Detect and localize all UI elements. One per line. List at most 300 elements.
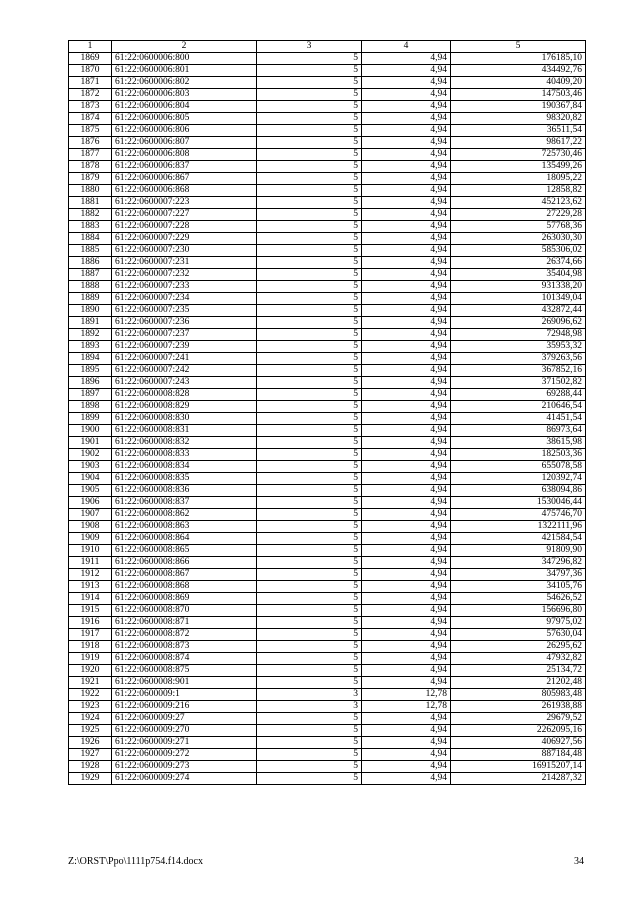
amount-cell: 25134,72 xyxy=(451,665,586,677)
table-row xyxy=(69,485,586,497)
table-row xyxy=(69,329,586,341)
amount-cell: 97975,02 xyxy=(451,617,586,629)
row-number-cell: 1903 xyxy=(69,461,112,473)
amount-cell: 35953,32 xyxy=(451,341,586,353)
group-cell: 5 xyxy=(257,605,362,617)
amount-cell: 475746,70 xyxy=(451,509,586,521)
rate-cell: 12,78 xyxy=(362,701,451,713)
cadastral-number-cell: 61:22:0600009:274 xyxy=(112,773,257,785)
row-number-cell: 1916 xyxy=(69,617,112,629)
group-cell: 5 xyxy=(257,509,362,521)
rate-cell: 4,94 xyxy=(362,713,451,725)
rate-cell: 4,94 xyxy=(362,593,451,605)
cadastral-number-cell: 61:22:0600008:872 xyxy=(112,629,257,641)
group-cell: 3 xyxy=(257,689,362,701)
amount-cell: 887184,48 xyxy=(451,749,586,761)
group-cell: 5 xyxy=(257,77,362,89)
row-number-cell: 1928 xyxy=(69,761,112,773)
cadastral-number-cell: 61:22:0600008:901 xyxy=(112,677,257,689)
table-header-row xyxy=(69,41,586,53)
cadastral-number-cell: 61:22:0600006:837 xyxy=(112,161,257,173)
table-row xyxy=(69,365,586,377)
cadastral-number-cell: 61:22:0600008:870 xyxy=(112,605,257,617)
rate-cell: 4,94 xyxy=(362,413,451,425)
cadastral-number-cell: 61:22:0600006:867 xyxy=(112,173,257,185)
group-cell: 5 xyxy=(257,353,362,365)
row-number-cell: 1904 xyxy=(69,473,112,485)
rate-cell: 4,94 xyxy=(362,545,451,557)
amount-cell: 34105,76 xyxy=(451,581,586,593)
table-row xyxy=(69,197,586,209)
row-number-cell: 1869 xyxy=(69,53,112,65)
rate-cell: 4,94 xyxy=(362,581,451,593)
cadastral-number-cell: 61:22:0600009:270 xyxy=(112,725,257,737)
row-number-cell: 1892 xyxy=(69,329,112,341)
group-cell: 5 xyxy=(257,533,362,545)
table-row xyxy=(69,653,586,665)
row-number-cell: 1929 xyxy=(69,773,112,785)
table-body xyxy=(69,53,586,785)
cadastral-number-cell: 61:22:0600008:864 xyxy=(112,533,257,545)
rate-cell: 4,94 xyxy=(362,245,451,257)
group-cell: 5 xyxy=(257,497,362,509)
cadastral-number-cell: 61:22:0600009:271 xyxy=(112,737,257,749)
amount-cell: 98320,82 xyxy=(451,113,586,125)
group-cell: 5 xyxy=(257,425,362,437)
cadastral-number-cell: 61:22:0600008:862 xyxy=(112,509,257,521)
table-row xyxy=(69,305,586,317)
amount-cell: 120392,74 xyxy=(451,473,586,485)
amount-cell: 371502,82 xyxy=(451,377,586,389)
row-number-cell: 1925 xyxy=(69,725,112,737)
cadastral-number-cell: 61:22:0600008:875 xyxy=(112,665,257,677)
row-number-cell: 1888 xyxy=(69,281,112,293)
rate-cell: 4,94 xyxy=(362,353,451,365)
amount-cell: 27229,28 xyxy=(451,209,586,221)
table-row xyxy=(69,677,586,689)
amount-cell: 2262095,16 xyxy=(451,725,586,737)
row-number-cell: 1879 xyxy=(69,173,112,185)
row-number-cell: 1923 xyxy=(69,701,112,713)
rate-cell: 4,94 xyxy=(362,341,451,353)
row-number-cell: 1907 xyxy=(69,509,112,521)
row-number-cell: 1885 xyxy=(69,245,112,257)
row-number-cell: 1902 xyxy=(69,449,112,461)
table-row xyxy=(69,221,586,233)
amount-cell: 18095,22 xyxy=(451,173,586,185)
table-row xyxy=(69,317,586,329)
table-row xyxy=(69,425,586,437)
amount-cell: 38615,98 xyxy=(451,437,586,449)
table-row xyxy=(69,353,586,365)
cadastral-number-cell: 61:22:0600006:808 xyxy=(112,149,257,161)
table-row xyxy=(69,593,586,605)
group-cell: 5 xyxy=(257,365,362,377)
table-row xyxy=(69,341,586,353)
table-row xyxy=(69,689,586,701)
column-header-5: 5 xyxy=(451,41,586,53)
row-number-cell: 1917 xyxy=(69,629,112,641)
amount-cell: 26295,62 xyxy=(451,641,586,653)
row-number-cell: 1875 xyxy=(69,125,112,137)
amount-cell: 214287,32 xyxy=(451,773,586,785)
rate-cell: 4,94 xyxy=(362,185,451,197)
group-cell: 5 xyxy=(257,317,362,329)
amount-cell: 57630,04 xyxy=(451,629,586,641)
cadastral-number-cell: 61:22:0600007:243 xyxy=(112,377,257,389)
amount-cell: 156696,80 xyxy=(451,605,586,617)
data-table xyxy=(68,40,586,785)
table-row xyxy=(69,245,586,257)
cadastral-number-cell: 61:22:0600006:807 xyxy=(112,137,257,149)
group-cell: 5 xyxy=(257,257,362,269)
group-cell: 5 xyxy=(257,377,362,389)
amount-cell: 41451,54 xyxy=(451,413,586,425)
row-number-cell: 1891 xyxy=(69,317,112,329)
amount-cell: 725730,46 xyxy=(451,149,586,161)
row-number-cell: 1900 xyxy=(69,425,112,437)
cadastral-number-cell: 61:22:0600009:272 xyxy=(112,749,257,761)
rate-cell: 4,94 xyxy=(362,605,451,617)
amount-cell: 263030,30 xyxy=(451,233,586,245)
row-number-cell: 1918 xyxy=(69,641,112,653)
group-cell: 5 xyxy=(257,341,362,353)
table-row xyxy=(69,125,586,137)
cadastral-number-cell: 61:22:0600008:832 xyxy=(112,437,257,449)
page-number: 34 xyxy=(574,856,584,867)
amount-cell: 21202,48 xyxy=(451,677,586,689)
row-number-cell: 1882 xyxy=(69,209,112,221)
table-row xyxy=(69,557,586,569)
amount-cell: 98617,22 xyxy=(451,137,586,149)
amount-cell: 452123,62 xyxy=(451,197,586,209)
group-cell: 5 xyxy=(257,713,362,725)
group-cell: 5 xyxy=(257,761,362,773)
row-number-cell: 1910 xyxy=(69,545,112,557)
table-row xyxy=(69,53,586,65)
cadastral-number-cell: 61:22:0600007:236 xyxy=(112,317,257,329)
cadastral-number-cell: 61:22:0600006:804 xyxy=(112,101,257,113)
table-row xyxy=(69,713,586,725)
amount-cell: 367852,16 xyxy=(451,365,586,377)
table-row xyxy=(69,461,586,473)
group-cell: 5 xyxy=(257,665,362,677)
table-row xyxy=(69,257,586,269)
rate-cell: 4,94 xyxy=(362,209,451,221)
table-row xyxy=(69,113,586,125)
cadastral-number-cell: 61:22:0600006:802 xyxy=(112,77,257,89)
cadastral-number-cell: 61:22:0600006:868 xyxy=(112,185,257,197)
row-number-cell: 1884 xyxy=(69,233,112,245)
table-row xyxy=(69,401,586,413)
amount-cell: 182503,36 xyxy=(451,449,586,461)
cadastral-number-cell: 61:22:0600008:828 xyxy=(112,389,257,401)
amount-cell: 1322111,96 xyxy=(451,521,586,533)
rate-cell: 4,94 xyxy=(362,305,451,317)
group-cell: 5 xyxy=(257,473,362,485)
amount-cell: 54626,52 xyxy=(451,593,586,605)
row-number-cell: 1912 xyxy=(69,569,112,581)
group-cell: 5 xyxy=(257,53,362,65)
rate-cell: 4,94 xyxy=(362,437,451,449)
amount-cell: 26374,66 xyxy=(451,257,586,269)
group-cell: 5 xyxy=(257,233,362,245)
group-cell: 3 xyxy=(257,701,362,713)
group-cell: 5 xyxy=(257,725,362,737)
row-number-cell: 1922 xyxy=(69,689,112,701)
row-number-cell: 1906 xyxy=(69,497,112,509)
row-number-cell: 1920 xyxy=(69,665,112,677)
amount-cell: 269096,62 xyxy=(451,317,586,329)
cadastral-number-cell: 61:22:0600008:835 xyxy=(112,473,257,485)
row-number-cell: 1890 xyxy=(69,305,112,317)
table-row xyxy=(69,65,586,77)
cadastral-number-cell: 61:22:0600007:223 xyxy=(112,197,257,209)
group-cell: 5 xyxy=(257,269,362,281)
rate-cell: 4,94 xyxy=(362,425,451,437)
row-number-cell: 1911 xyxy=(69,557,112,569)
cadastral-number-cell: 61:22:0600007:239 xyxy=(112,341,257,353)
amount-cell: 190367,84 xyxy=(451,101,586,113)
table-row xyxy=(69,413,586,425)
rate-cell: 4,94 xyxy=(362,569,451,581)
cadastral-number-cell: 61:22:0600007:228 xyxy=(112,221,257,233)
row-number-cell: 1908 xyxy=(69,521,112,533)
group-cell: 5 xyxy=(257,569,362,581)
row-number-cell: 1871 xyxy=(69,77,112,89)
rate-cell: 4,94 xyxy=(362,113,451,125)
rate-cell: 4,94 xyxy=(362,521,451,533)
table-row xyxy=(69,725,586,737)
cadastral-number-cell: 61:22:0600007:230 xyxy=(112,245,257,257)
amount-cell: 47932,82 xyxy=(451,653,586,665)
cadastral-number-cell: 61:22:0600008:863 xyxy=(112,521,257,533)
group-cell: 5 xyxy=(257,113,362,125)
rate-cell: 4,94 xyxy=(362,149,451,161)
group-cell: 5 xyxy=(257,449,362,461)
amount-cell: 101349,04 xyxy=(451,293,586,305)
cadastral-number-cell: 61:22:0600008:829 xyxy=(112,401,257,413)
cadastral-number-cell: 61:22:0600007:231 xyxy=(112,257,257,269)
rate-cell: 4,94 xyxy=(362,749,451,761)
row-number-cell: 1927 xyxy=(69,749,112,761)
table-row xyxy=(69,521,586,533)
row-number-cell: 1926 xyxy=(69,737,112,749)
amount-cell: 91809,90 xyxy=(451,545,586,557)
group-cell: 5 xyxy=(257,161,362,173)
table-row xyxy=(69,617,586,629)
rate-cell: 4,94 xyxy=(362,77,451,89)
group-cell: 5 xyxy=(257,545,362,557)
group-cell: 5 xyxy=(257,221,362,233)
amount-cell: 347296,82 xyxy=(451,557,586,569)
rate-cell: 4,94 xyxy=(362,89,451,101)
rate-cell: 4,94 xyxy=(362,449,451,461)
cadastral-number-cell: 61:22:0600006:806 xyxy=(112,125,257,137)
cadastral-number-cell: 61:22:0600009:216 xyxy=(112,701,257,713)
group-cell: 5 xyxy=(257,281,362,293)
table-row xyxy=(69,773,586,785)
amount-cell: 86973,64 xyxy=(451,425,586,437)
amount-cell: 57768,36 xyxy=(451,221,586,233)
cadastral-number-cell: 61:22:0600007:232 xyxy=(112,269,257,281)
cadastral-number-cell: 61:22:0600008:830 xyxy=(112,413,257,425)
amount-cell: 135499,26 xyxy=(451,161,586,173)
group-cell: 5 xyxy=(257,749,362,761)
amount-cell: 1530046,44 xyxy=(451,497,586,509)
rate-cell: 4,94 xyxy=(362,221,451,233)
rate-cell: 4,94 xyxy=(362,737,451,749)
rate-cell: 4,94 xyxy=(362,533,451,545)
group-cell: 5 xyxy=(257,641,362,653)
table-row xyxy=(69,569,586,581)
amount-cell: 261938,88 xyxy=(451,701,586,713)
cadastral-number-cell: 61:22:0600008:874 xyxy=(112,653,257,665)
rate-cell: 4,94 xyxy=(362,557,451,569)
table-row xyxy=(69,173,586,185)
table-row xyxy=(69,641,586,653)
table-row xyxy=(69,761,586,773)
rate-cell: 4,94 xyxy=(362,233,451,245)
cadastral-number-cell: 61:22:0600008:834 xyxy=(112,461,257,473)
table-row xyxy=(69,377,586,389)
group-cell: 5 xyxy=(257,593,362,605)
group-cell: 5 xyxy=(257,185,362,197)
amount-cell: 34797,36 xyxy=(451,569,586,581)
group-cell: 5 xyxy=(257,305,362,317)
rate-cell: 4,94 xyxy=(362,677,451,689)
amount-cell: 931338,20 xyxy=(451,281,586,293)
group-cell: 5 xyxy=(257,557,362,569)
rate-cell: 4,94 xyxy=(362,317,451,329)
rate-cell: 4,94 xyxy=(362,329,451,341)
table-row xyxy=(69,161,586,173)
amount-cell: 379263,56 xyxy=(451,353,586,365)
amount-cell: 36511,54 xyxy=(451,125,586,137)
row-number-cell: 1914 xyxy=(69,593,112,605)
cadastral-number-cell: 61:22:0600008:867 xyxy=(112,569,257,581)
table-row xyxy=(69,581,586,593)
table-row xyxy=(69,629,586,641)
table-row xyxy=(69,101,586,113)
table-row xyxy=(69,77,586,89)
cadastral-number-cell: 61:22:0600009:27 xyxy=(112,713,257,725)
row-number-cell: 1893 xyxy=(69,341,112,353)
rate-cell: 4,94 xyxy=(362,53,451,65)
rate-cell: 4,94 xyxy=(362,281,451,293)
amount-cell: 40409,20 xyxy=(451,77,586,89)
group-cell: 5 xyxy=(257,401,362,413)
column-header-1: 1 xyxy=(69,41,112,53)
rate-cell: 4,94 xyxy=(362,173,451,185)
rate-cell: 4,94 xyxy=(362,509,451,521)
row-number-cell: 1915 xyxy=(69,605,112,617)
group-cell: 5 xyxy=(257,581,362,593)
table-row xyxy=(69,665,586,677)
cadastral-number-cell: 61:22:0600007:237 xyxy=(112,329,257,341)
cadastral-number-cell: 61:22:0600006:805 xyxy=(112,113,257,125)
rate-cell: 4,94 xyxy=(362,125,451,137)
rate-cell: 4,94 xyxy=(362,461,451,473)
table-row xyxy=(69,137,586,149)
table-row xyxy=(69,281,586,293)
rate-cell: 4,94 xyxy=(362,773,451,785)
group-cell: 5 xyxy=(257,89,362,101)
group-cell: 5 xyxy=(257,173,362,185)
rate-cell: 4,94 xyxy=(362,377,451,389)
rate-cell: 4,94 xyxy=(362,653,451,665)
row-number-cell: 1870 xyxy=(69,65,112,77)
cadastral-number-cell: 61:22:0600008:865 xyxy=(112,545,257,557)
row-number-cell: 1919 xyxy=(69,653,112,665)
amount-cell: 638094,86 xyxy=(451,485,586,497)
amount-cell: 176185,10 xyxy=(451,53,586,65)
row-number-cell: 1909 xyxy=(69,533,112,545)
rate-cell: 4,94 xyxy=(362,665,451,677)
table-row xyxy=(69,449,586,461)
group-cell: 5 xyxy=(257,737,362,749)
group-cell: 5 xyxy=(257,485,362,497)
cadastral-number-cell: 61:22:0600006:800 xyxy=(112,53,257,65)
row-number-cell: 1899 xyxy=(69,413,112,425)
rate-cell: 4,94 xyxy=(362,293,451,305)
row-number-cell: 1897 xyxy=(69,389,112,401)
row-number-cell: 1878 xyxy=(69,161,112,173)
rate-cell: 4,94 xyxy=(362,101,451,113)
row-number-cell: 1887 xyxy=(69,269,112,281)
cadastral-number-cell: 61:22:0600007:235 xyxy=(112,305,257,317)
amount-cell: 29679,52 xyxy=(451,713,586,725)
table-row xyxy=(69,545,586,557)
cadastral-number-cell: 61:22:0600008:833 xyxy=(112,449,257,461)
cadastral-number-cell: 61:22:0600009:1 xyxy=(112,689,257,701)
group-cell: 5 xyxy=(257,413,362,425)
table-row xyxy=(69,701,586,713)
group-cell: 5 xyxy=(257,521,362,533)
row-number-cell: 1924 xyxy=(69,713,112,725)
table-row xyxy=(69,533,586,545)
rate-cell: 4,94 xyxy=(362,161,451,173)
rate-cell: 12,78 xyxy=(362,689,451,701)
cadastral-number-cell: 61:22:0600009:273 xyxy=(112,761,257,773)
group-cell: 5 xyxy=(257,461,362,473)
amount-cell: 406927,56 xyxy=(451,737,586,749)
amount-cell: 147503,46 xyxy=(451,89,586,101)
table-row xyxy=(69,737,586,749)
group-cell: 5 xyxy=(257,329,362,341)
rate-cell: 4,94 xyxy=(362,65,451,77)
group-cell: 5 xyxy=(257,677,362,689)
cadastral-number-cell: 61:22:0600008:873 xyxy=(112,641,257,653)
row-number-cell: 1877 xyxy=(69,149,112,161)
row-number-cell: 1881 xyxy=(69,197,112,209)
table-row xyxy=(69,89,586,101)
row-number-cell: 1901 xyxy=(69,437,112,449)
rate-cell: 4,94 xyxy=(362,365,451,377)
group-cell: 5 xyxy=(257,101,362,113)
cadastral-number-cell: 61:22:0600007:233 xyxy=(112,281,257,293)
column-header-4: 4 xyxy=(362,41,451,53)
group-cell: 5 xyxy=(257,437,362,449)
table-row xyxy=(69,389,586,401)
column-header-3: 3 xyxy=(257,41,362,53)
rate-cell: 4,94 xyxy=(362,497,451,509)
rate-cell: 4,94 xyxy=(362,629,451,641)
table-row xyxy=(69,749,586,761)
amount-cell: 69288,44 xyxy=(451,389,586,401)
rate-cell: 4,94 xyxy=(362,389,451,401)
amount-cell: 72948,98 xyxy=(451,329,586,341)
